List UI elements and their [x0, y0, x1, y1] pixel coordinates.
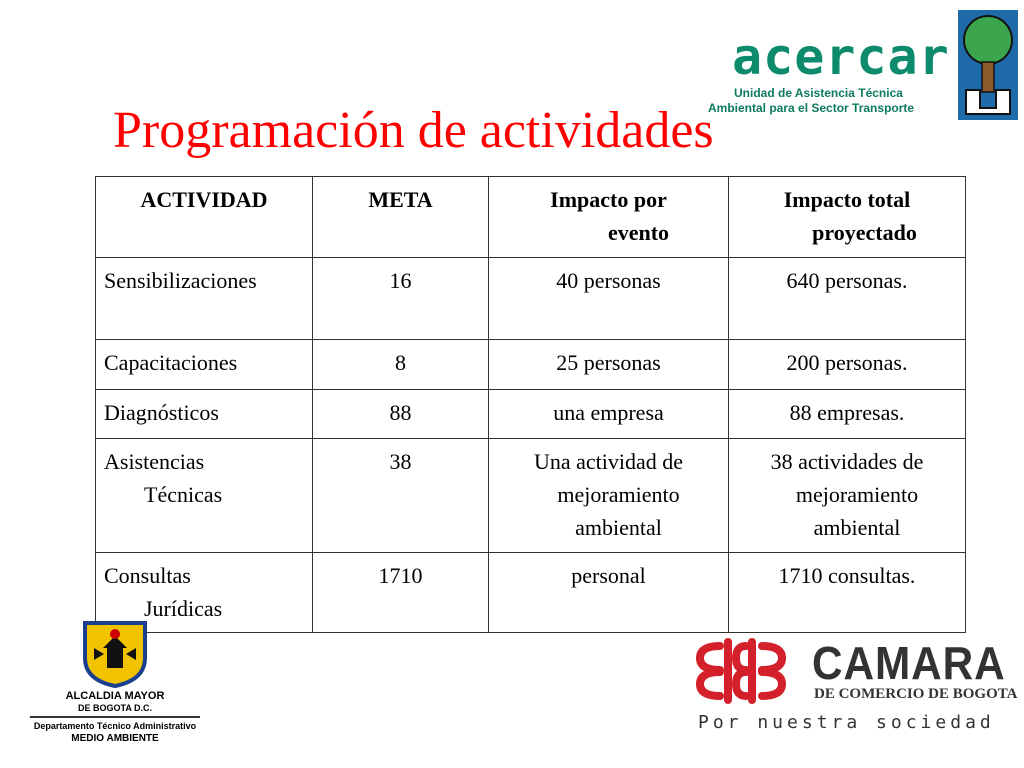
header-impact-per-event-line2: evento — [607, 220, 670, 245]
cell-impact-line2: mejoramiento — [557, 482, 680, 507]
alcaldia-line2: DE BOGOTA D.C. — [78, 703, 152, 713]
cell-total-line2: mejoramiento — [795, 482, 919, 507]
cell-impact-per-event: personal — [489, 553, 729, 633]
camara-wordmark: CAMARA — [812, 637, 1006, 689]
header-impact-per-event — [489, 177, 729, 258]
cell-goal: 8 — [313, 340, 489, 390]
cell-goal: 88 — [313, 390, 489, 439]
cell-total-impact: 200 personas. — [729, 340, 966, 390]
acercar-wordmark: acercar — [732, 28, 950, 86]
camara-subtitle: DE COMERCIO DE BOGOTA — [814, 686, 1018, 702]
table-row — [96, 439, 966, 553]
cell-activity-line1: Consultas — [104, 563, 191, 588]
cell-total-impact: 640 personas. — [729, 258, 966, 340]
cell-activity-line2: Técnicas — [144, 482, 223, 507]
tree-icon — [958, 10, 1018, 120]
camara-logo — [690, 636, 1018, 746]
cell-total-impact: 88 empresas. — [729, 390, 966, 439]
cell-total-impact — [729, 439, 966, 553]
cell-activity: Sensibilizaciones — [96, 258, 313, 340]
cell-activity — [96, 439, 313, 553]
table-row — [96, 553, 966, 633]
header-total-impact-line2: proyectado — [812, 220, 917, 245]
alcaldia-logo — [30, 618, 200, 748]
cell-goal: 16 — [313, 258, 489, 340]
cell-activity-line1: Asistencias — [104, 449, 205, 474]
cell-activity-line2: Jurídicas — [144, 596, 223, 621]
cell-impact-line1: Una actividad de — [533, 449, 684, 474]
acercar-subtitle-line1: Unidad de Asistencia Técnica — [734, 86, 903, 100]
cell-goal: 1710 — [313, 553, 489, 633]
header-total-impact — [729, 177, 966, 258]
alcaldia-line1: ALCALDIA MAYOR — [65, 690, 165, 702]
page-title: Programación de actividades — [113, 102, 714, 159]
cell-impact-per-event: 40 personas — [489, 258, 729, 340]
cell-impact-line3: ambiental — [575, 515, 662, 540]
cell-impact-per-event: una empresa — [489, 390, 729, 439]
cell-goal: 38 — [313, 439, 489, 553]
header-total-impact-line1: Impacto total — [783, 187, 911, 212]
cell-activity: Capacitaciones — [96, 340, 313, 390]
table-row — [96, 390, 966, 439]
header-activity: ACTIVIDAD — [96, 177, 313, 258]
table-header-row — [96, 177, 966, 258]
activities-table — [95, 176, 966, 633]
alcaldia-line4: MEDIO AMBIENTE — [71, 733, 159, 744]
alcaldia-line3: Departamento Técnico Administrativo — [33, 721, 197, 731]
table-row — [96, 340, 966, 390]
cell-impact-per-event: 25 personas — [489, 340, 729, 390]
cell-activity: Diagnósticos — [96, 390, 313, 439]
header-goal: META — [313, 177, 489, 258]
coat-of-arms-icon — [80, 618, 150, 688]
cell-total-line3: ambiental — [813, 515, 901, 540]
table-row — [96, 258, 966, 340]
camara-tagline: Por nuestra sociedad — [698, 712, 995, 733]
cell-total-line1: 38 actividades de — [770, 449, 924, 474]
cell-impact-per-event — [489, 439, 729, 553]
header-impact-per-event-line1: Impacto por — [550, 187, 667, 212]
alcaldia-divider — [30, 716, 200, 718]
acercar-subtitle-line2: Ambiental para el Sector Transporte — [708, 101, 915, 115]
cell-total-impact: 1710 consultas. — [729, 553, 966, 633]
acercar-logo — [706, 8, 1018, 123]
camara-emblem-icon — [690, 636, 802, 706]
